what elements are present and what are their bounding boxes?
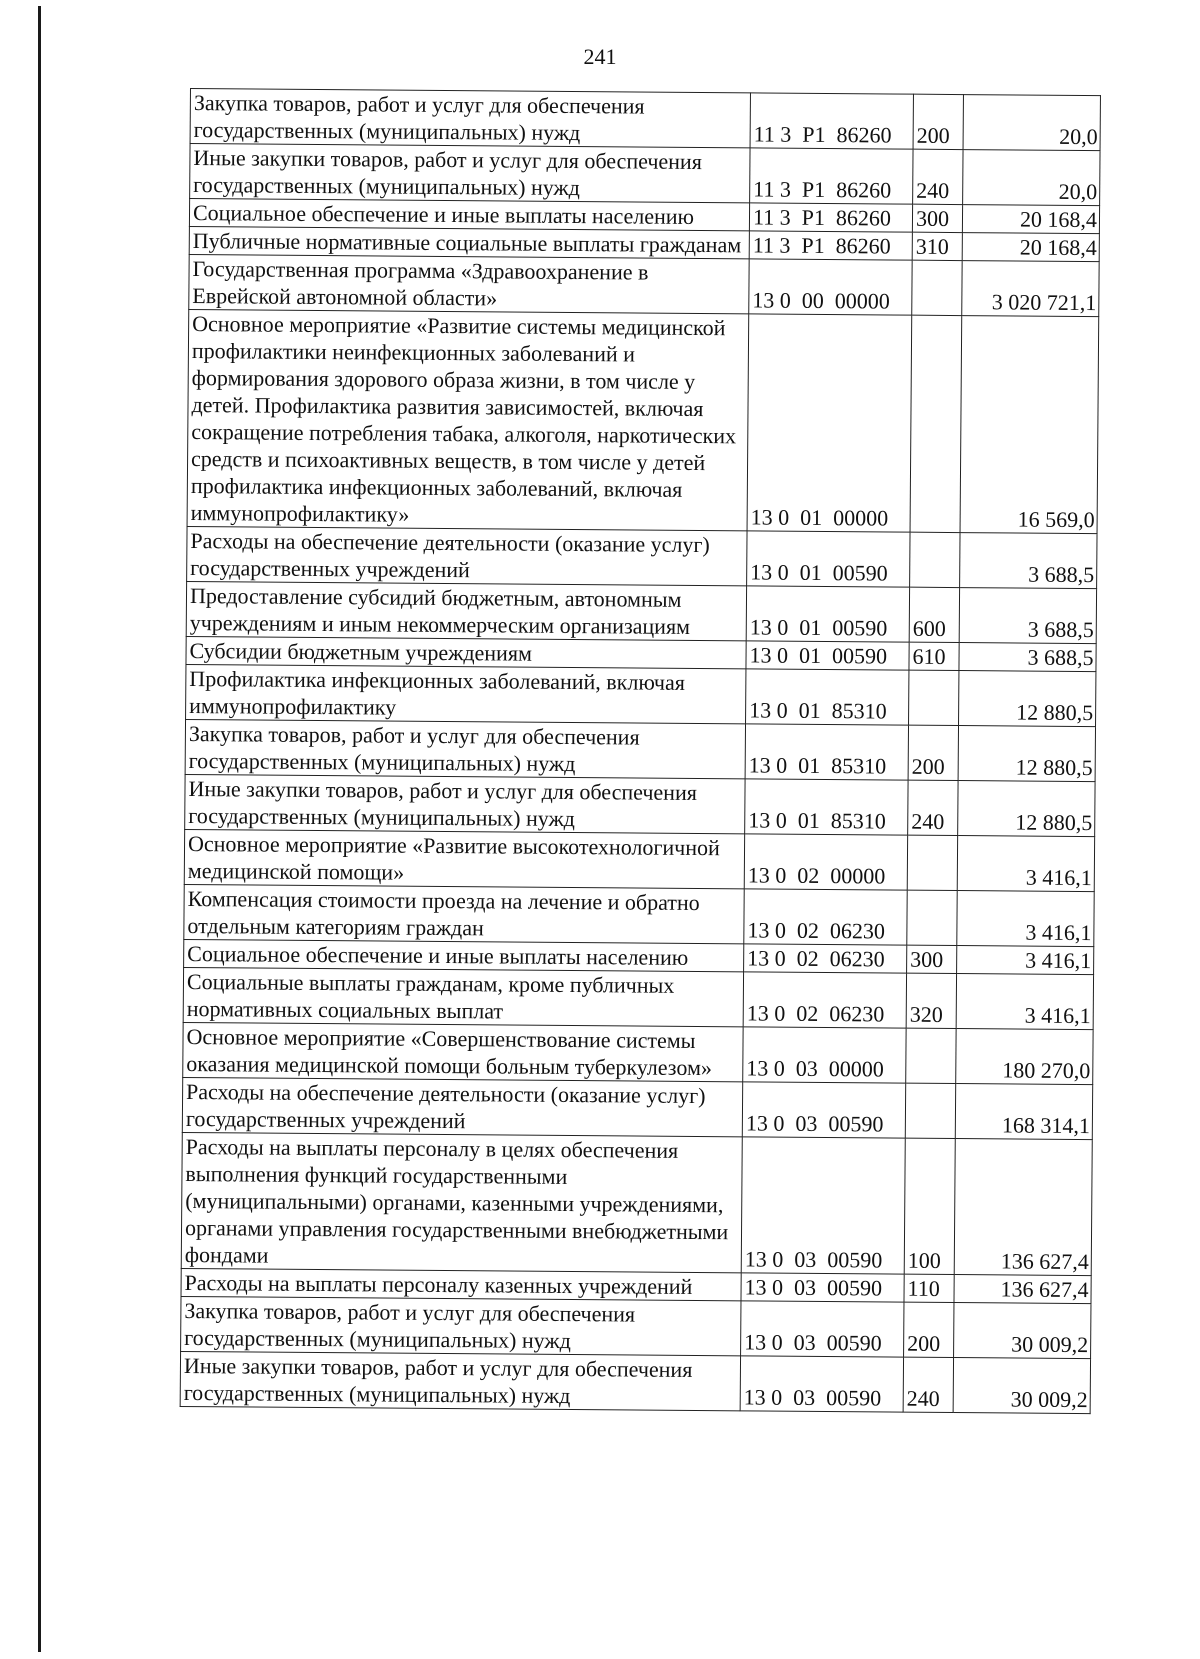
- row-code-cell: 13 0 03 00590: [741, 1137, 905, 1274]
- row-sum-cell: 16 569,0: [960, 316, 1099, 534]
- row-sum-cell: 3 416,1: [957, 891, 1094, 947]
- row-sum-cell: 20 168,4: [962, 233, 1099, 262]
- row-name-cell: Основное мероприятие «Развитие системы медицинской профилактики неинфекционных заболеваний и формирования здорового образа жизни, в том числе у детей. Профилактика развития зависимостей, включая сокращение потребления табака, алкоголя, наркотических средств и психоактивных веществ, в том числе у детей профилактика инфекционных заболеваний, включая иммунопрофилактику»: [187, 309, 749, 530]
- row-code-cell: 13 0 02 06230: [743, 972, 906, 1028]
- row-code-cell: 11 3 Р1 86260: [749, 231, 912, 260]
- table-row: [184, 829, 1094, 891]
- row-sum-cell: 3 688,5: [959, 588, 1096, 644]
- table-row: [181, 1132, 1092, 1275]
- row-sum-cell: 3 020 721,1: [962, 261, 1099, 317]
- row-name-cell: Закупка товаров, работ и услуг для обеспечения государственных (муниципальных) нужд: [185, 719, 745, 778]
- row-expense-type-cell: 240: [908, 780, 958, 835]
- table-row: [185, 719, 1095, 781]
- row-name-cell: Иные закупки товаров, работ и услуг для обеспечения государственных (муниципальных) нужд: [180, 1351, 740, 1410]
- table-row: [190, 144, 1100, 206]
- row-expense-type-cell: 300: [912, 204, 962, 232]
- row-name-cell: Иные закупки товаров, работ и услуг для обеспечения государственных (муниципальных) нужд: [185, 774, 745, 833]
- table-row: [190, 89, 1100, 151]
- row-expense-type-cell: [907, 890, 957, 945]
- row-expense-type-cell: 320: [906, 973, 956, 1028]
- row-name-cell: Расходы на выплаты персоналу в целях обеспечения выполнения функций государственными (муниципальными) органами, казенными учреждениями, органами управления государственными внебюджетными фондами: [181, 1132, 742, 1272]
- row-sum-cell: 20 168,4: [962, 205, 1099, 234]
- row-sum-cell: 30 009,2: [953, 1358, 1090, 1414]
- row-expense-type-cell: 310: [912, 232, 962, 260]
- row-expense-type-cell: 240: [903, 1357, 953, 1412]
- row-code-cell: 13 0 01 00000: [747, 314, 912, 532]
- row-name-cell: Социальное обеспечение и иные выплаты населению: [184, 939, 744, 971]
- row-sum-cell: 12 880,5: [958, 781, 1095, 837]
- row-expense-type-cell: 600: [909, 587, 959, 642]
- row-expense-type-cell: [910, 315, 962, 532]
- row-name-cell: Основное мероприятие «Развитие высокотехнологичной медицинской помощи»: [184, 829, 744, 888]
- row-sum-cell: 3 688,5: [959, 643, 1096, 672]
- row-code-cell: 13 0 03 00590: [741, 1273, 904, 1302]
- row-code-cell: 13 0 01 00590: [746, 586, 909, 642]
- row-expense-type-cell: 110: [904, 1274, 954, 1302]
- row-name-cell: Социальное обеспечение и иные выплаты населению: [189, 199, 749, 231]
- row-sum-cell: 168 314,1: [955, 1084, 1092, 1140]
- row-sum-cell: 180 270,0: [956, 1029, 1093, 1085]
- row-sum-cell: 3 416,1: [956, 974, 1093, 1030]
- row-name-cell: Основное мероприятие «Совершенствование системы оказания медицинской помощи больным туберкулезом»: [183, 1022, 743, 1081]
- row-name-cell: Публичные нормативные социальные выплаты гражданам: [189, 226, 749, 258]
- row-sum-cell: 20,0: [963, 95, 1100, 151]
- row-name-cell: Профилактика инфекционных заболеваний, включая иммунопрофилактику: [186, 664, 746, 723]
- row-code-cell: 13 0 03 00000: [743, 1027, 906, 1083]
- row-sum-cell: 12 880,5: [959, 671, 1096, 727]
- row-sum-cell: 3 416,1: [957, 836, 1094, 892]
- row-name-cell: Компенсация стоимости проезда на лечение и обратно отдельным категориям граждан: [184, 884, 744, 943]
- row-code-cell: 13 0 02 00000: [744, 834, 907, 890]
- row-expense-type-cell: [906, 1028, 956, 1083]
- row-code-cell: 13 0 01 85310: [745, 779, 908, 835]
- table-row: [183, 967, 1093, 1029]
- row-expense-type-cell: 200: [908, 725, 958, 780]
- row-code-cell: 13 0 00 00000: [749, 259, 912, 315]
- row-sum-cell: 3 688,5: [960, 533, 1097, 589]
- row-expense-type-cell: 300: [907, 945, 957, 973]
- row-name-cell: Иные закупки товаров, работ и услуг для обеспечения государственных (муниципальных) нужд: [190, 144, 750, 203]
- table-row: [180, 1351, 1090, 1413]
- row-code-cell: 13 0 01 00590: [746, 641, 909, 670]
- row-name-cell: Закупка товаров, работ и услуг для обеспечения государственных (муниципальных) нужд: [190, 89, 750, 148]
- row-name-cell: Закупка товаров, работ и услуг для обеспечения государственных (муниципальных) нужд: [181, 1296, 741, 1355]
- row-code-cell: 13 0 02 06230: [744, 889, 907, 945]
- table-row: [185, 774, 1095, 836]
- row-code-cell: 11 3 Р1 86260: [750, 93, 913, 149]
- row-sum-cell: 20,0: [963, 150, 1100, 206]
- row-code-cell: 13 0 03 00590: [740, 1356, 903, 1412]
- table-row: [186, 664, 1096, 726]
- row-name-cell: Предоставление субсидий бюджетным, автономным учреждениям и иным некоммерческим организациям: [186, 581, 746, 640]
- table-row: [184, 884, 1094, 946]
- table-row: [186, 581, 1096, 643]
- budget-table: [180, 88, 1101, 1414]
- row-code-cell: 11 3 Р1 86260: [750, 148, 913, 204]
- row-expense-type-cell: 200: [913, 94, 963, 149]
- table-row: [183, 1022, 1093, 1084]
- row-name-cell: Расходы на выплаты персоналу казенных учреждений: [181, 1268, 741, 1300]
- row-code-cell: 13 0 02 06230: [744, 944, 907, 973]
- row-name-cell: Государственная программа «Здравоохранение в Еврейской автономной области»: [189, 254, 749, 313]
- row-code-cell: 13 0 01 00590: [747, 531, 910, 587]
- row-expense-type-cell: [907, 835, 957, 890]
- row-name-cell: Расходы на обеспечение деятельности (оказание услуг) государственных учреждений: [182, 1077, 742, 1136]
- row-code-cell: 13 0 03 00590: [742, 1082, 905, 1138]
- row-code-cell: 13 0 01 85310: [745, 724, 908, 780]
- table-row: [189, 254, 1099, 316]
- row-code-cell: 13 0 01 85310: [746, 669, 909, 725]
- row-name-cell: Социальные выплаты гражданам, кроме публичных нормативных социальных выплат: [183, 967, 743, 1026]
- row-code-cell: 11 3 Р1 86260: [749, 203, 912, 232]
- row-expense-type-cell: 200: [904, 1302, 954, 1357]
- binding-edge-line: [38, 6, 41, 1652]
- page-number: 241: [583, 44, 617, 69]
- row-expense-type-cell: 100: [904, 1138, 955, 1274]
- row-sum-cell: 136 627,4: [954, 1275, 1091, 1304]
- row-expense-type-cell: 610: [909, 642, 959, 670]
- row-expense-type-cell: [912, 260, 962, 315]
- row-name-cell: Расходы на обеспечение деятельности (оказание услуг) государственных учреждений: [187, 526, 747, 585]
- row-name-cell: Субсидии бюджетным учреждениям: [186, 636, 746, 668]
- table-row: [181, 1296, 1091, 1358]
- row-sum-cell: 30 009,2: [954, 1303, 1091, 1359]
- row-sum-cell: 12 880,5: [958, 726, 1095, 782]
- table-row: [187, 309, 1099, 533]
- row-expense-type-cell: 240: [913, 149, 963, 204]
- table-row: [182, 1077, 1092, 1139]
- row-expense-type-cell: [910, 532, 960, 587]
- budget-table-body: [180, 89, 1100, 1414]
- row-code-cell: 13 0 03 00590: [741, 1301, 904, 1357]
- table-row: [187, 526, 1097, 588]
- row-expense-type-cell: [909, 670, 959, 725]
- row-expense-type-cell: [905, 1083, 955, 1138]
- row-sum-cell: 136 627,4: [954, 1139, 1092, 1276]
- row-sum-cell: 3 416,1: [957, 946, 1094, 975]
